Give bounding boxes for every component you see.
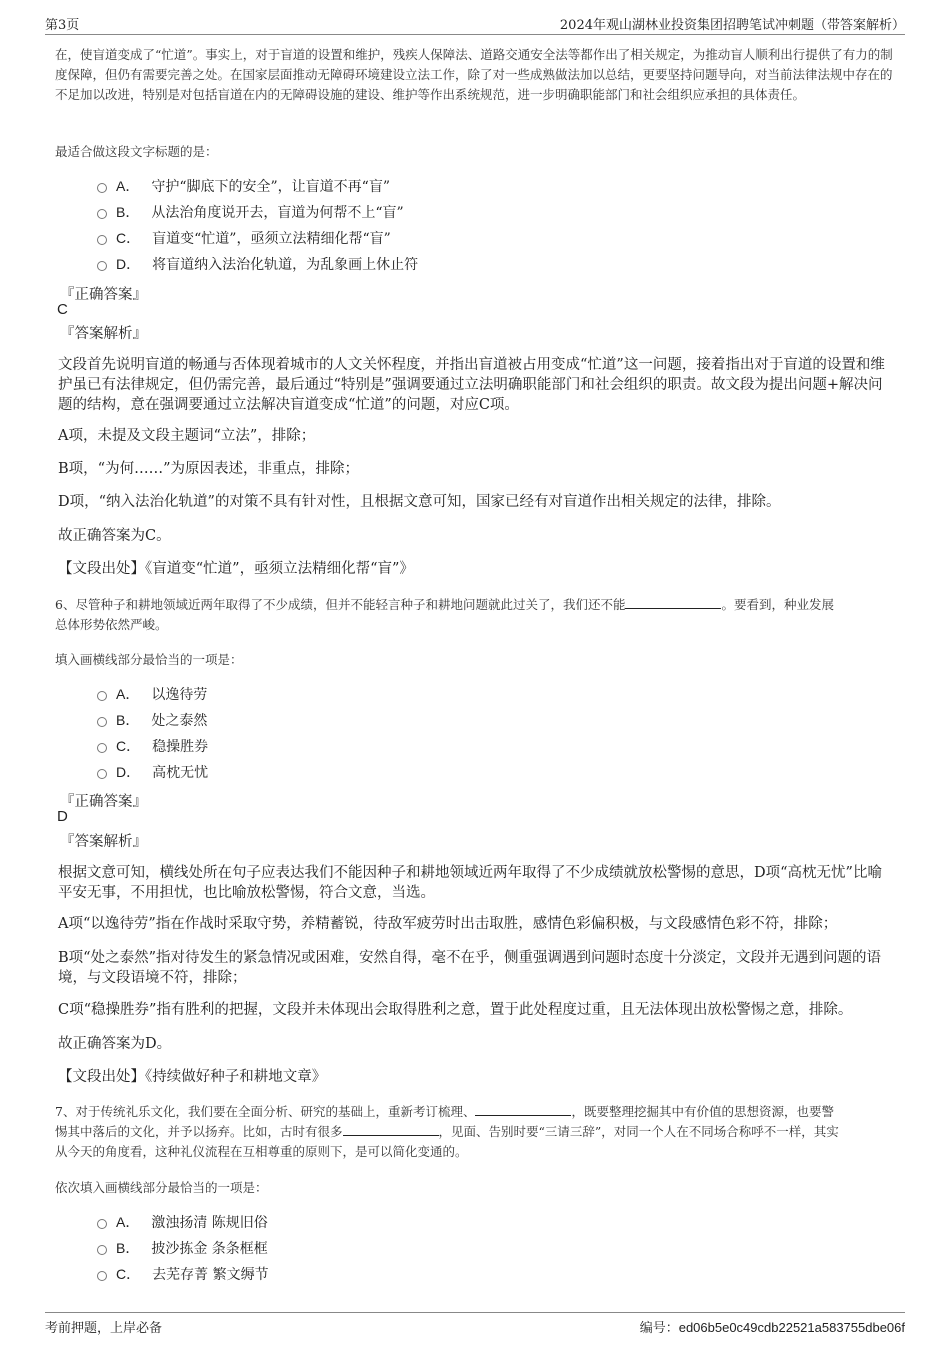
q5-answer: C xyxy=(57,301,68,318)
q6-analysis-a: A项“以逸待劳”指在作战时采取守势，养精蓄锐，待敌军疲劳时出击取胜，感情色彩偏积极，与文段感情色彩不符，排除； xyxy=(58,916,838,932)
document-title: 2024年观山湖林业投资集团招聘笔试冲刺题（带答案解析） xyxy=(559,18,905,33)
q5-option-d[interactable]: D． 将盲道纳入法治化轨道，为乱象画上休止符 xyxy=(97,254,418,274)
q5-analysis-b: B项，“为何……”为原因表述，非重点，排除； xyxy=(58,461,359,477)
radio-icon[interactable] xyxy=(97,717,107,727)
answer-blank xyxy=(475,1103,571,1116)
q7-prompt: 依次填入画横线部分最恰当的一项是： xyxy=(55,1180,268,1195)
q5-analysis-conclusion: 故正确答案为C。 xyxy=(58,528,171,544)
q6-analysis-b: B项“处之泰然”指对待发生的紧急情况或困难，安然自得，毫不在乎，侧重强调遇到问题时态度十分淡定，文段并无遇到问题的语境，与文段语境不符，排除； xyxy=(58,950,881,986)
radio-icon[interactable] xyxy=(97,1245,107,1255)
q5-answer-label: 『正确答案』 xyxy=(60,287,147,303)
radio-icon[interactable] xyxy=(97,1271,107,1281)
q6-analysis-c: C项“稳操胜券”指有胜利的把握，文段并未体现出会取得胜利之意，置于此处程度过重，且无法体现出放松警惕之意，排除。 xyxy=(58,1002,853,1018)
radio-icon[interactable] xyxy=(97,235,107,245)
q7-option-c[interactable]: C． 去芜存菁 繁文缛节 xyxy=(97,1264,269,1284)
radio-icon[interactable] xyxy=(97,691,107,701)
q6-stem: 6、尽管种子和耕地领域近两年取得了不少成绩，但并不能轻言种子和耕地问题就此过关了，我们还不能 。要看到，种业发展 总体形势依然严峻。 xyxy=(55,597,834,632)
q5-analysis-d: D项，“纳入法治化轨道”的对策不具有针对性，且根据文意可知，国家已经有对盲道作出相关规定的法律，排除。 xyxy=(58,494,781,510)
page-footer xyxy=(45,1312,905,1335)
q7-option-a[interactable]: A． 激浊扬清 陈规旧俗 xyxy=(97,1212,268,1232)
q6-answer-label: 『正确答案』 xyxy=(60,794,147,810)
q6-source: 【文段出处】《持续做好种子和耕地文章》 xyxy=(58,1069,327,1085)
radio-icon[interactable] xyxy=(97,743,107,753)
q6-prompt: 填入画横线部分最恰当的一项是： xyxy=(55,652,243,667)
q5-option-a[interactable]: A． 守护“脚底下的安全”，让盲道不再“盲” xyxy=(97,176,390,196)
answer-blank xyxy=(343,1123,439,1136)
radio-icon[interactable] xyxy=(97,183,107,193)
q5-option-c[interactable]: C． 盲道变“忙道”，亟须立法精细化帮“盲” xyxy=(97,228,391,248)
q6-answer: D xyxy=(57,808,68,825)
q5-analysis-a: A项，未提及文段主题词“立法”，排除； xyxy=(58,428,316,444)
q6-option-c[interactable]: C． 稳操胜券 xyxy=(97,736,208,756)
q5-prompt: 最适合做这段文字标题的是： xyxy=(55,144,218,159)
q5-option-b[interactable]: B． 从法治角度说开去，盲道为何帮不上“盲” xyxy=(97,202,404,222)
footer-slogan: 考前押题，上岸必备 xyxy=(45,1321,163,1336)
q6-analysis-label: 『答案解析』 xyxy=(60,834,147,850)
q5-passage: 在，使盲道变成了“忙道”。事实上，对于盲道的设置和维护，残疾人保障法、道路交通安全法等都作出了相关规定，为推动盲人顺利出行提供了有力的制度保障，但仍有需要完善之处。在国家层面推动无障碍环境建设立法工作，除了对一些成熟做法加以总结，更要坚持问题导向，对当前法律法规中存在的不足加以改进，特别是对包括盲道在内的无障碍设施的建设、维护等作出系统规范，进一步明确职能部门和社会组织应承担的具体责任。 xyxy=(55,47,893,102)
radio-icon[interactable] xyxy=(97,1219,107,1229)
page-header xyxy=(45,12,905,35)
answer-blank xyxy=(625,596,721,609)
radio-icon[interactable] xyxy=(97,769,107,779)
q6-analysis-conclusion: 故正确答案为D。 xyxy=(58,1036,172,1052)
radio-icon[interactable] xyxy=(97,209,107,219)
q6-analysis-main: 根据文意可知，横线处所在句子应表达我们不能因种子和耕地领域近两年取得了不少成绩就放松警惕的意思，D项“高枕无忧”比喻平安无事，不用担忧，也比喻放松警惕，符合文意，当选。 xyxy=(58,865,882,901)
q7-stem: 7、对于传统礼乐文化，我们要在全面分析、研究的基础上，重新考订梳理、 ，既要整理挖掘其中有价值的思想资源，也要警 惕其中落后的文化，并予以扬弃。比如，古时有很多 ，见面、告别时要“三请三辞”，对同一个人在不同场合称呼不一样，其实 从今天的角度看，这种礼仪流程在互相尊重的原则下，是可以简化变通的。 xyxy=(55,1104,839,1159)
q7-option-b[interactable]: B． 披沙拣金 条条框框 xyxy=(97,1238,268,1258)
q5-source: 【文段出处】《盲道变“忙道”，亟须立法精细化帮“盲”》 xyxy=(58,561,414,577)
q6-option-d[interactable]: D． 高枕无忧 xyxy=(97,762,208,782)
q6-option-a[interactable]: A． 以逸待劳 xyxy=(97,684,207,704)
document-code: 编号：ed06b5e0c49cdb22521a583755dbe06f xyxy=(639,1320,905,1336)
q6-option-b[interactable]: B． 处之泰然 xyxy=(97,710,207,730)
page-number: 第3页 xyxy=(45,18,80,33)
q5-analysis-main: 文段首先说明盲道的畅通与否体现着城市的人文关怀程度，并指出盲道被占用变成“忙道”这一问题，接着指出对于盲道的设置和维护虽已有法律规定，但仍需完善，最后通过“特别是”强调要通过立法明确职能部门和社会组织的职责。故文段为提出问题+解决问题的结构，意在强调要通过立法解决盲道变成“忙道”的问题，对应C项。 xyxy=(58,357,885,413)
q5-analysis-label: 『答案解析』 xyxy=(60,326,147,342)
radio-icon[interactable] xyxy=(97,261,107,271)
